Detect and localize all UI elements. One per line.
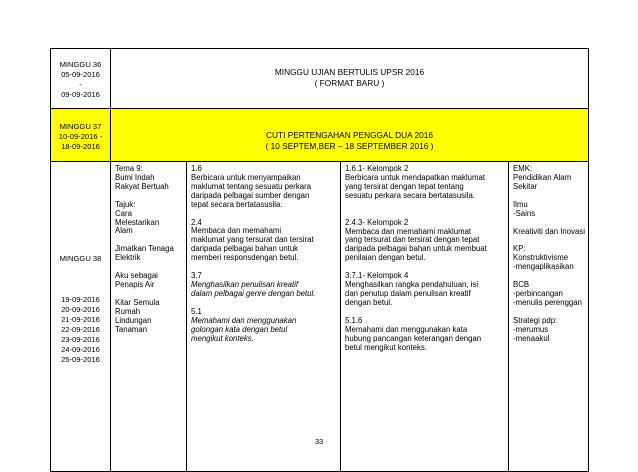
text-line: Berbicara untuk mendapatkan maklumat [345, 172, 485, 182]
text-line: 3.7 [191, 271, 202, 281]
text-line: Kitar Semula [115, 297, 160, 307]
text-line: golongan kata dengan betul [191, 324, 288, 334]
holiday-banner-cell [111, 109, 589, 162]
week-38-label: MINGGU 38 [59, 254, 102, 263]
week-36-row [50, 48, 589, 109]
text-line: 1.6.1- Kelompok 2 [345, 164, 409, 173]
text-line: yang tersurat dan tersirat dengan tepat [345, 235, 480, 245]
week-38-dates [51, 295, 110, 365]
date-item: 23-09-2016 [61, 335, 100, 344]
week-line: 18-09-2016 [61, 142, 100, 151]
content-standard-cell [187, 162, 341, 472]
text-line: Pendidikan Alam [513, 172, 572, 182]
text-line: Memahami dan menggunakan kata [345, 324, 468, 334]
week-36-label [51, 60, 110, 100]
week-line: 09-09-2016 [61, 90, 100, 99]
text-line: -merumus [513, 324, 549, 334]
text-line: Membaca dan memahami maklumat [345, 226, 472, 236]
text-line: BCB [513, 280, 530, 290]
text-line: maklumat yang tersurat dan tersirat [191, 235, 314, 245]
text-line: Membaca dan memahami [191, 226, 282, 236]
text-line: yang tersirat dengan tepat tentang [345, 181, 464, 191]
learning-standard-lines [345, 165, 508, 352]
text-line: Menghasilkan rangka pendahuluan, isi [345, 280, 479, 290]
exam-week-banner [111, 67, 588, 89]
text-line: Konstruktivisme [513, 253, 569, 263]
spacer [345, 308, 508, 317]
text-line: memberi responsdengan betul. [191, 253, 299, 263]
date-item: 25-09-2016 [61, 355, 100, 364]
week-line: MINGGU 37 [59, 122, 102, 131]
learning-standard-cell [341, 162, 509, 472]
spacer [191, 210, 340, 219]
text-line: EMK: [513, 164, 533, 173]
text-line: -perbincangan [513, 289, 563, 299]
text-line: 5.1.6 [345, 315, 363, 325]
text-line: betul mengikut konteks. [345, 342, 427, 352]
text-line: Strategi pdp: [513, 315, 558, 325]
text-line: Bumi Indah [115, 172, 155, 182]
week-line: MINGGU 36 [59, 60, 102, 69]
date-item: 20-09-2016 [61, 305, 100, 314]
text-line: Sekitar [513, 181, 538, 191]
text-line: tepat secara bertatasusila. [191, 199, 283, 209]
spacer [345, 201, 508, 210]
text-line: Kreativiti dan Inovasi [513, 226, 585, 236]
content-standard-lines [191, 165, 340, 343]
date-item: 19-09-2016 [61, 295, 100, 304]
banner-line: MINGGU UJIAN BERTULIS UPSR 2016 [274, 67, 425, 77]
text-line: Melestarikan [115, 217, 160, 227]
spacer [191, 299, 340, 308]
text-line: Tajuk: [115, 199, 136, 209]
week-37-label [51, 122, 110, 152]
text-line: Ilmu [513, 199, 528, 209]
week-36-cell [50, 48, 111, 109]
text-line: 3.7.1- Kelompok 4 [345, 271, 409, 281]
week-37-cell [50, 109, 111, 162]
text-line: -Sains [513, 208, 536, 218]
text-line: mengikut konteks. [191, 333, 254, 343]
text-line: -menaakul [513, 333, 550, 343]
date-item: 22-09-2016 [61, 325, 100, 334]
date-item: 21-09-2016 [61, 315, 100, 324]
text-line: daripada pelbagai sumber dengan [191, 190, 310, 200]
theme-topic-cell [111, 162, 187, 472]
week-line: 10-09-2016 - [58, 132, 103, 141]
text-line: Menghasilkan penulisan kreatif [191, 279, 299, 289]
text-line: sesuatu perkara secara bertatasusila. [345, 190, 476, 200]
text-line: 5.1 [191, 306, 202, 316]
text-line: Lindungan [115, 315, 152, 325]
banner-line: CUTI PERTENGAHAN PENGGAL DUA 2016 [266, 130, 433, 140]
text-line: hubung pancangan keterangan dengan [345, 333, 482, 343]
text-line: Jimatkan Tenaga [115, 244, 174, 254]
text-line: -menulis perenggan [513, 297, 582, 307]
banner-line: ( FORMAT BARU ) [314, 78, 385, 88]
text-line: Tema 9: [115, 164, 143, 173]
exam-week-banner-cell [111, 48, 589, 109]
text-line: KP: [513, 244, 526, 254]
spacer [191, 263, 340, 272]
page-number: 33 [314, 437, 324, 446]
week-line: 05-09-2016 [61, 70, 100, 79]
theme-topic-lines [115, 165, 186, 335]
text-line: 2.4.3- Kelompok 2 [345, 217, 409, 227]
text-line: Tanaman [115, 324, 148, 334]
text-line: Cara [115, 208, 132, 218]
text-line: Penapis Air [115, 280, 155, 290]
text-line: Memahami dan menggunakan [191, 315, 297, 325]
emk-lines [513, 165, 588, 344]
text-line: Alam [115, 226, 133, 236]
text-line: dalam pelbagai genre dengan betul. [191, 288, 316, 298]
date-item: 24-09-2016 [61, 345, 100, 354]
week-38-row [50, 162, 589, 472]
text-line: Rakyat Bertuah [115, 181, 169, 191]
text-line: Rumah [115, 306, 141, 316]
text-line: -mengaplikasikan [513, 262, 574, 272]
week-line: - [79, 80, 82, 89]
week-37-row [50, 109, 589, 162]
emk-cell [509, 162, 589, 472]
holiday-banner [111, 130, 588, 152]
text-line: Berbicara untuk menyampaikan [191, 172, 301, 182]
text-line: Elektrik [115, 253, 141, 263]
text-line: maklumat tentang sesuatu perkara [191, 181, 312, 191]
week-38-cell [50, 162, 111, 472]
text-line: dengan betul. [345, 297, 393, 307]
text-line: 1.6 [191, 164, 202, 173]
text-line: Aku sebagai [115, 271, 158, 281]
banner-line: ( 10 SEPTEM,BER – 18 SEPTEMBER 2016 ) [265, 141, 434, 151]
text-line: daripada pelbagai bahan untuk membuat [345, 244, 487, 254]
text-line: dan penutup dalam penulisan kreatif [345, 288, 471, 298]
text-line: 2.4 [191, 217, 202, 227]
text-line: penilaian dengan betul. [345, 253, 426, 263]
text-line: daripada pelbagai bahan untuk [191, 244, 299, 254]
